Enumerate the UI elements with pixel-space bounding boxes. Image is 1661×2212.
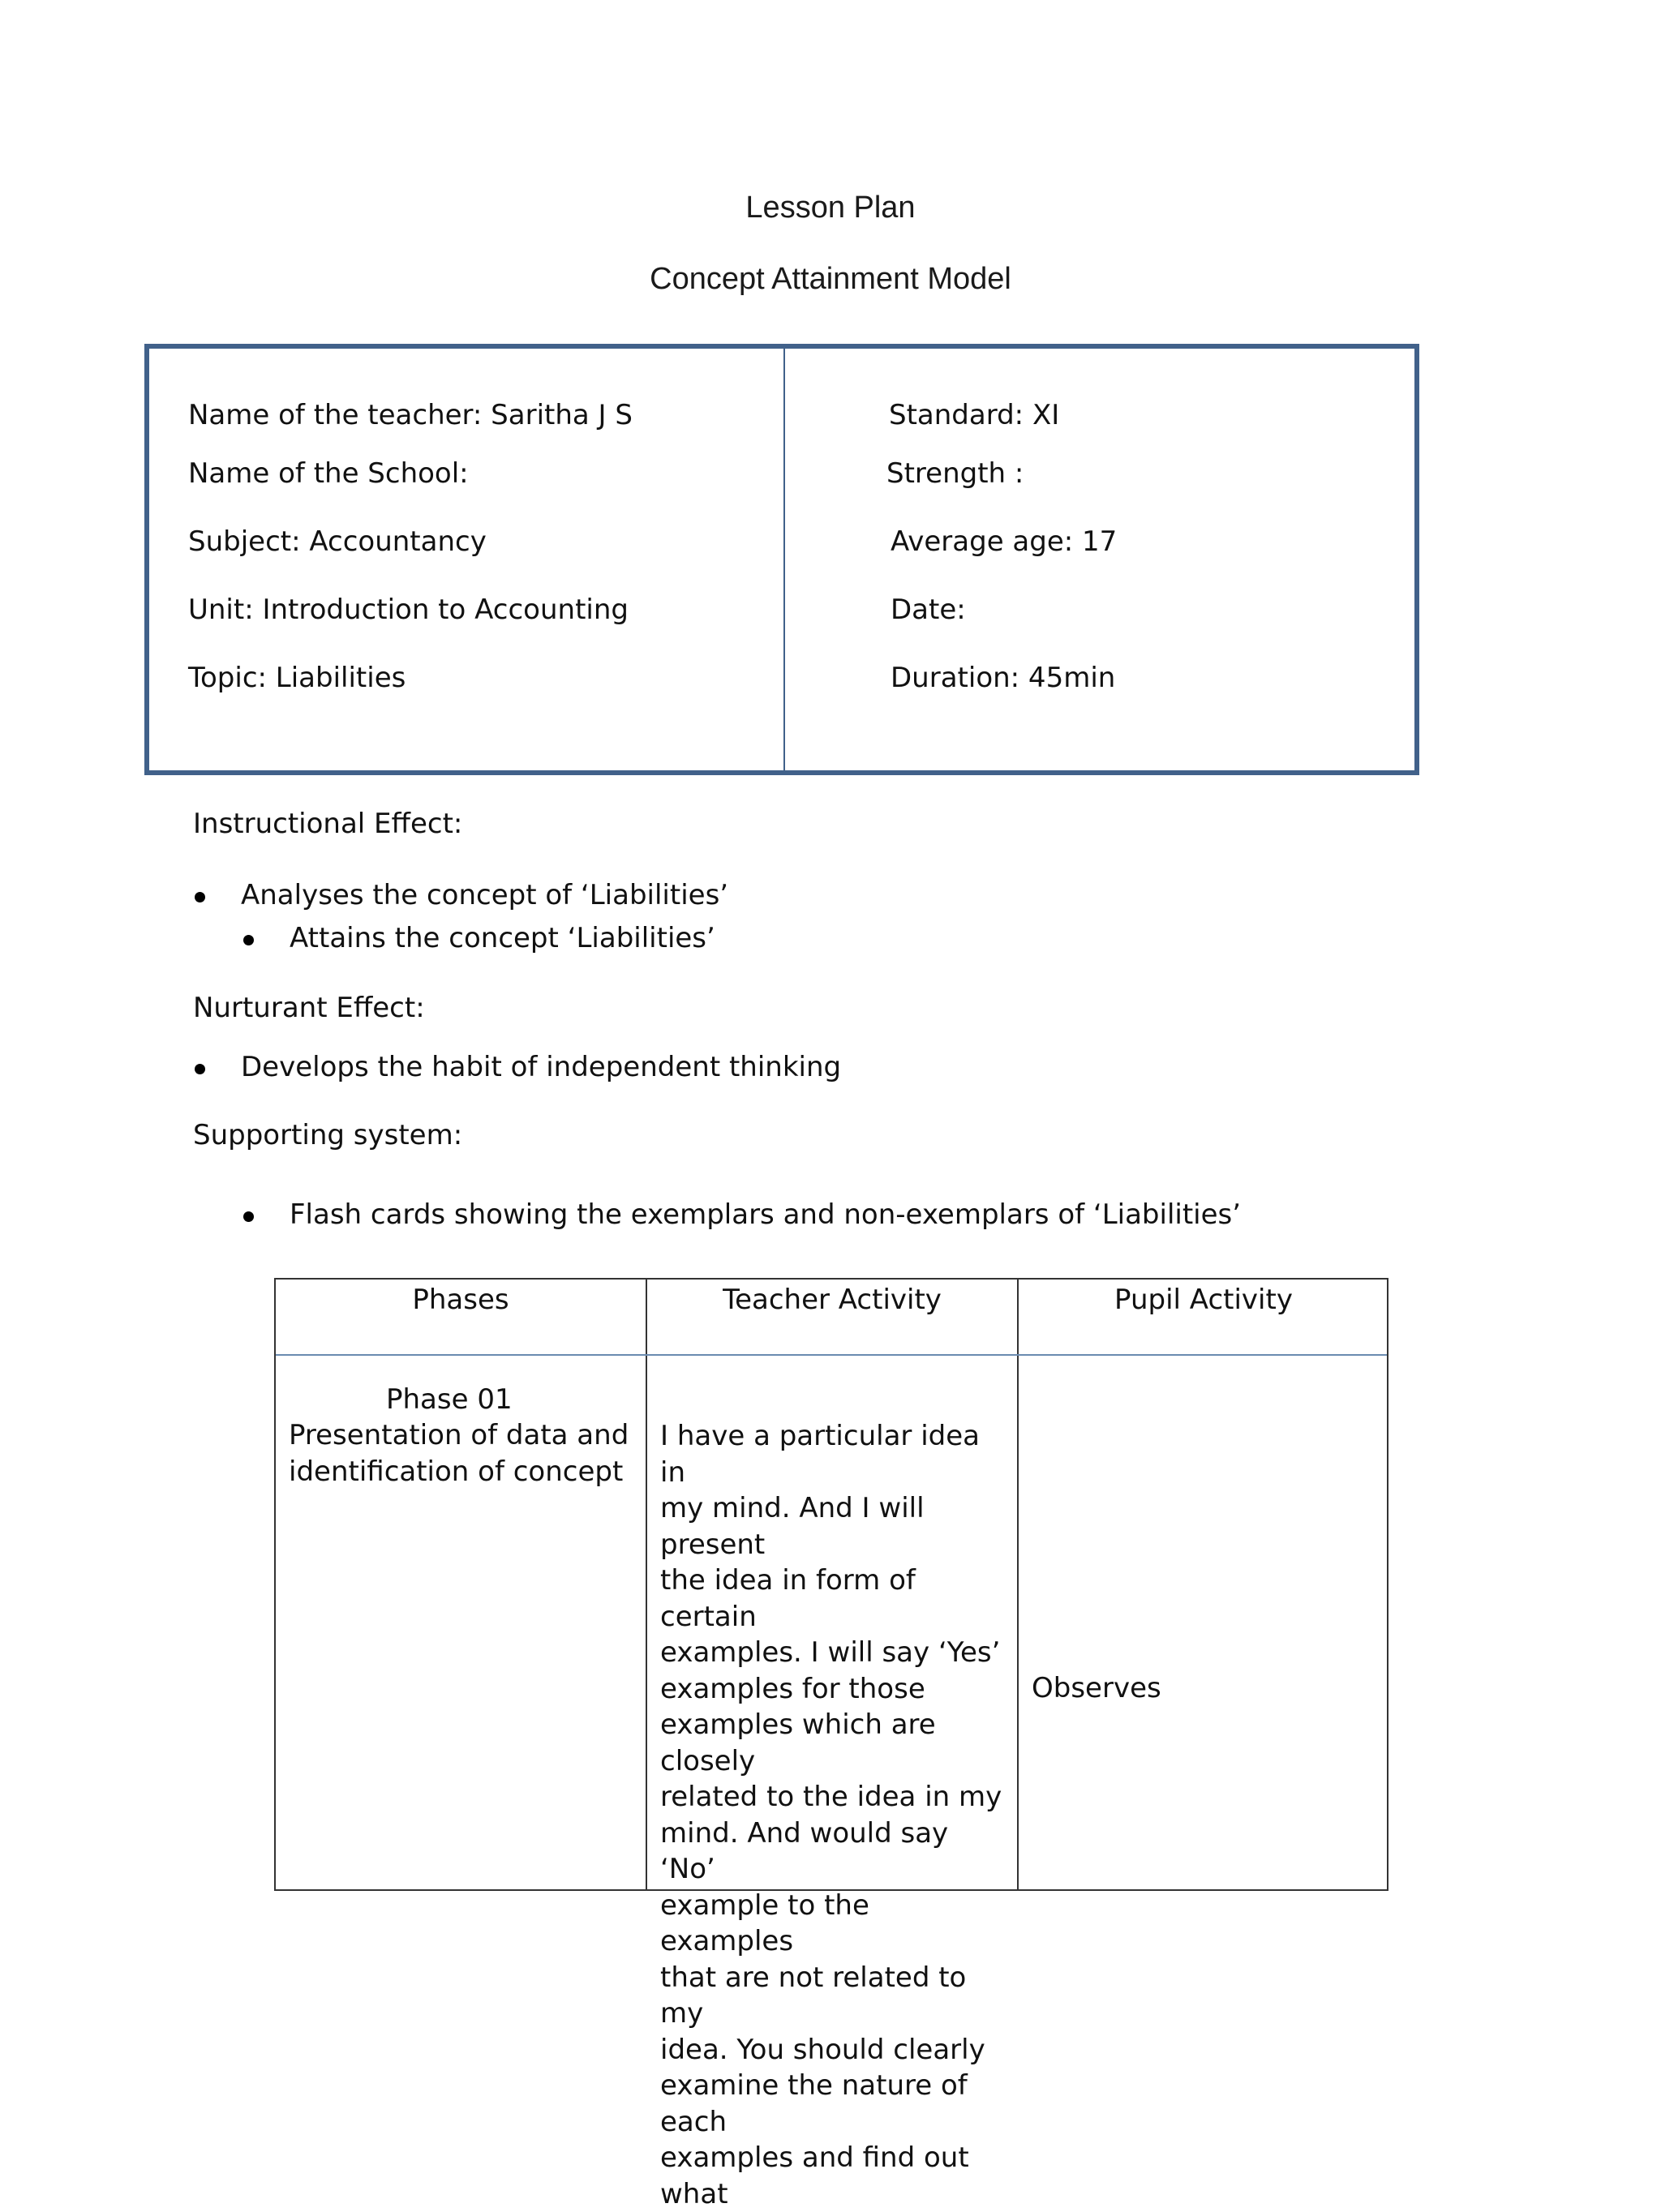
header-phases: Phases — [412, 1284, 509, 1316]
header-pupil-activity: Pupil Activity — [1114, 1284, 1293, 1316]
phase-title: Phase 01 — [386, 1383, 513, 1416]
teacher-name: Name of the teacher: Saritha J S — [188, 399, 633, 431]
bullet-icon — [243, 935, 254, 945]
duration: Duration: 45min — [891, 662, 1116, 694]
lesson-info-box — [144, 344, 1419, 775]
bullet-icon — [195, 1064, 205, 1074]
strength: Strength : — [886, 457, 1024, 490]
subject: Subject: Accountancy — [188, 525, 487, 558]
supporting-item: Flash cards showing the exemplars and non-exemplars of ‘Liabilities’ — [290, 1198, 1242, 1231]
instructional-effect-heading: Instructional Effect: — [193, 808, 463, 840]
instructional-item: Analyses the concept of ‘Liabilities’ — [241, 879, 729, 911]
table-column-divider — [1017, 1280, 1019, 1889]
phase-description: Presentation of data and identification of concept — [289, 1419, 629, 1488]
supporting-system-heading: Supporting system: — [193, 1119, 463, 1151]
page-title: Lesson Plan — [745, 191, 916, 225]
info-box-divider — [783, 349, 785, 770]
bullet-icon — [243, 1211, 254, 1222]
pupil-activity-text: Observes — [1032, 1672, 1161, 1704]
nurturant-item: Develops the habit of independent thinking — [241, 1051, 842, 1083]
school-name: Name of the School: — [188, 457, 469, 490]
bullet-icon — [195, 892, 205, 902]
page-subtitle: Concept Attainment Model — [650, 262, 1011, 296]
nurturant-effect-heading: Nurturant Effect: — [193, 992, 425, 1024]
teacher-activity-text: I have a particular idea in my mind. And I will present the idea in form of certain examples. I will say ‘Yes’ examples for those examples which are closely related to the idea in my mind. And would say ‘No’ example to the examples that are not related to my idea. You should clearly examine the nature of each examples and find out what — [660, 1420, 1002, 2210]
unit: Unit: Introduction to Accounting — [188, 594, 629, 626]
phases-table — [274, 1278, 1388, 2210]
instructional-item: Attains the concept ‘Liabilities’ — [290, 922, 715, 954]
average-age: Average age: 17 — [891, 525, 1118, 558]
topic: Topic: Liabilities — [188, 662, 406, 694]
standard: Standard: XI — [889, 399, 1060, 431]
header-teacher-activity: Teacher Activity — [723, 1284, 942, 1316]
table-column-divider — [646, 1280, 647, 1889]
date: Date: — [891, 594, 966, 626]
